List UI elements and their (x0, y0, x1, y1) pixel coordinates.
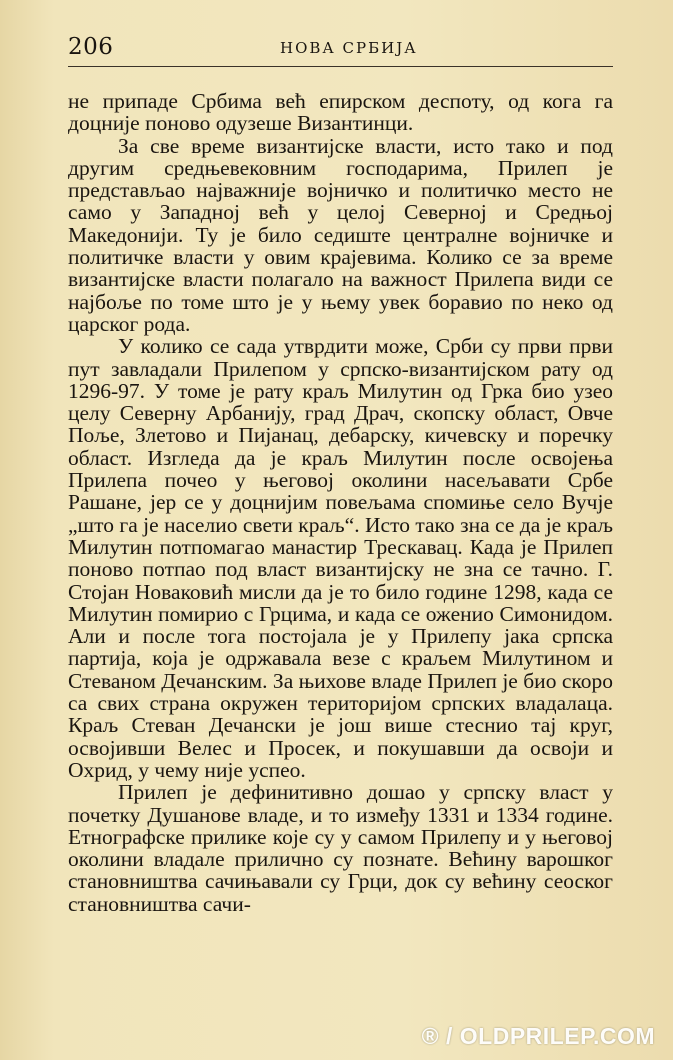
paragraph-4: Прилеп је дефинитивно дошао у српску власт у почетку Душанове владе, и то између 1331 и 1334 године. Етнографске прилике које су у самом Прилепу и у његовој околини владале прилично су познате. Већину варошког становништва сачињавали су Грци, док су већину сеоског становништва сачи- (68, 780, 613, 916)
running-head: НОВА СРБИЈА (280, 39, 418, 57)
paragraph-2: За све време византијске власти, исто тако и под другим средњевековним господарима, Прилеп је представљао најважније војничко и политичко место не само у Западној већ у целој Северној и Средњој Македонији. Ту је било седиште централне војничке и политичке власти у овим крајевима. Колико се за време византијске власти полагало на важност Прилепа види се најбоље по томе што је у њему увек боравио по неко од царског рода. (68, 133, 613, 336)
paragraph-3: У колико се сада утврдити може, Срби су први први пут завладали Прилепом у српско-византијском рату од 1296-97. У томе је рату краљ Милутин од Грка био узео целу Северну Арбанију, град Драч, скопску област, Овче Поље, Злетово и Пијанац, дебарску, кичевску и поречку област. Изгледа да је краљ Милутин после освојења Прилепа почео у његовој околини насељавати Србе Рашане, јер се у доцнијим повељама спомиње село Вучје „што га је населио свети краљ“. Исто тако зна се да је краљ Милутин потпомагао манастир Трескавац. Када је Прилеп поново потпао под власт византијску не зна се тачно. Г. Стојан Новаковић мисли да је то било године 1298, када се Милутин помирио с Грцима, и када се оженио Симонидом. Али и после тога постојала је у Прилепу јака српска партија, која је одржавала везе с краљем Милутином и Стеваном Дечанским. За њихове владе Прилеп је био скоро са свих страна окружен територијом српских владалаца. Краљ Стеван Дечански је још више стеснио тај круг, освојивши Велес и Просек, и покушавши да освоји и Охрид, у чему није успео. (68, 334, 613, 782)
paragraph-1: не припаде Србима већ епирском деспоту, од кога га доцније поново одузеше Византинци. (68, 89, 613, 136)
page-header (68, 30, 613, 67)
watermark: ® / OLDPRILEP.COM (421, 1023, 655, 1049)
page-number: 206 (68, 34, 114, 60)
body-text (68, 90, 613, 915)
